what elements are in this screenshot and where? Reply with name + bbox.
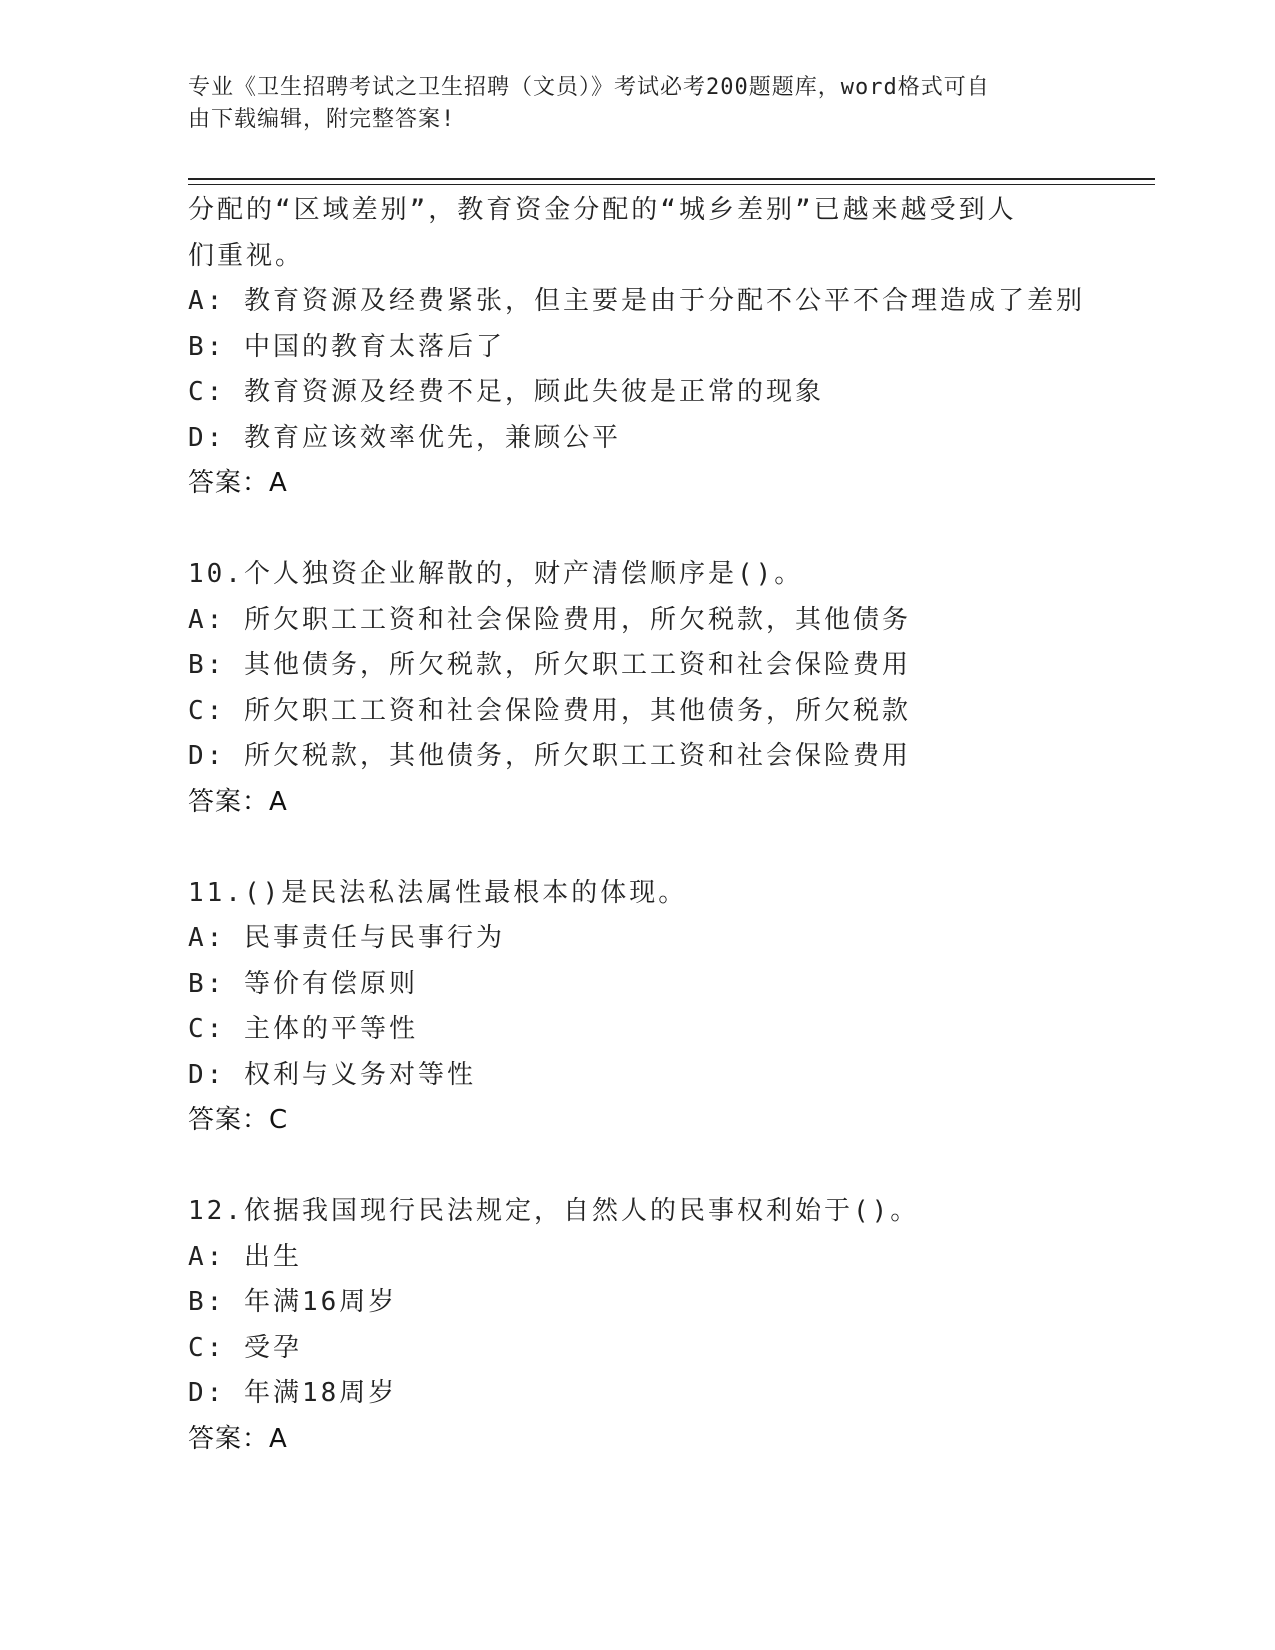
- option-a: A: 出生: [188, 1241, 302, 1272]
- continuation-line-1: 分配的“区域差别”，教育资金分配的“城乡差别”已越来越受到人: [188, 195, 1017, 225]
- spacer: [188, 825, 1148, 871]
- option-c: C: 教育资源及经费不足，顾此失彼是正常的现象: [188, 377, 824, 407]
- question-list: [188, 188, 1148, 1462]
- question-11: [188, 871, 1148, 1144]
- header-line-1: 专业《卫生招聘考试之卫生招聘（文员）》考试必考200题题库，word格式可自: [188, 75, 990, 100]
- option-d: D: 年满18周岁: [188, 1378, 398, 1408]
- option-a: A: 教育资源及经费紧张，但主要是由于分配不公平不合理造成了差别: [188, 286, 1085, 316]
- question-continuation: [188, 188, 1148, 507]
- answer-line: 答案：A: [188, 786, 288, 817]
- header-line-2: 由下载编辑，附完整答案!: [188, 107, 456, 132]
- option-d: D: 所欠税款，其他债务，所欠职工工资和社会保险费用: [188, 741, 911, 771]
- question-10: [188, 552, 1148, 825]
- document-header: [188, 72, 1068, 136]
- header-rule-thick: [188, 178, 1155, 180]
- option-b: B: 年满16周岁: [188, 1287, 398, 1317]
- question-stem: 12.依据我国现行民法规定，自然人的民事权利始于()。: [188, 1196, 920, 1226]
- continuation-line-2: 们重视。: [188, 240, 305, 271]
- question-stem: 10.个人独资企业解散的，财产清偿顺序是()。: [188, 559, 804, 589]
- option-b: B: 等价有偿原则: [188, 968, 418, 999]
- question-12: [188, 1189, 1148, 1462]
- header-rule-thin: [188, 184, 1155, 185]
- spacer: [188, 507, 1148, 553]
- option-a: A: 所欠职工工资和社会保险费用，所欠税款，其他债务: [188, 604, 911, 635]
- option-d: D: 权利与义务对等性: [188, 1059, 476, 1090]
- option-d: D: 教育应该效率优先，兼顾公平: [188, 422, 621, 453]
- option-c: C: 主体的平等性: [188, 1014, 418, 1044]
- answer-line: 答案：A: [188, 1423, 288, 1454]
- option-b: B: 其他债务，所欠税款，所欠职工工资和社会保险费用: [188, 650, 911, 680]
- option-c: C: 所欠职工工资和社会保险费用，其他债务，所欠税款: [188, 695, 911, 726]
- question-stem: 11.()是民法私法属性最根本的体现。: [188, 877, 688, 908]
- option-b: B: 中国的教育太落后了: [188, 331, 505, 362]
- answer-line: 答案：C: [188, 1105, 289, 1135]
- spacer: [188, 1144, 1148, 1190]
- option-c: C: 受孕: [188, 1332, 302, 1363]
- answer-line: 答案：A: [188, 468, 288, 498]
- option-a: A: 民事责任与民事行为: [188, 923, 505, 953]
